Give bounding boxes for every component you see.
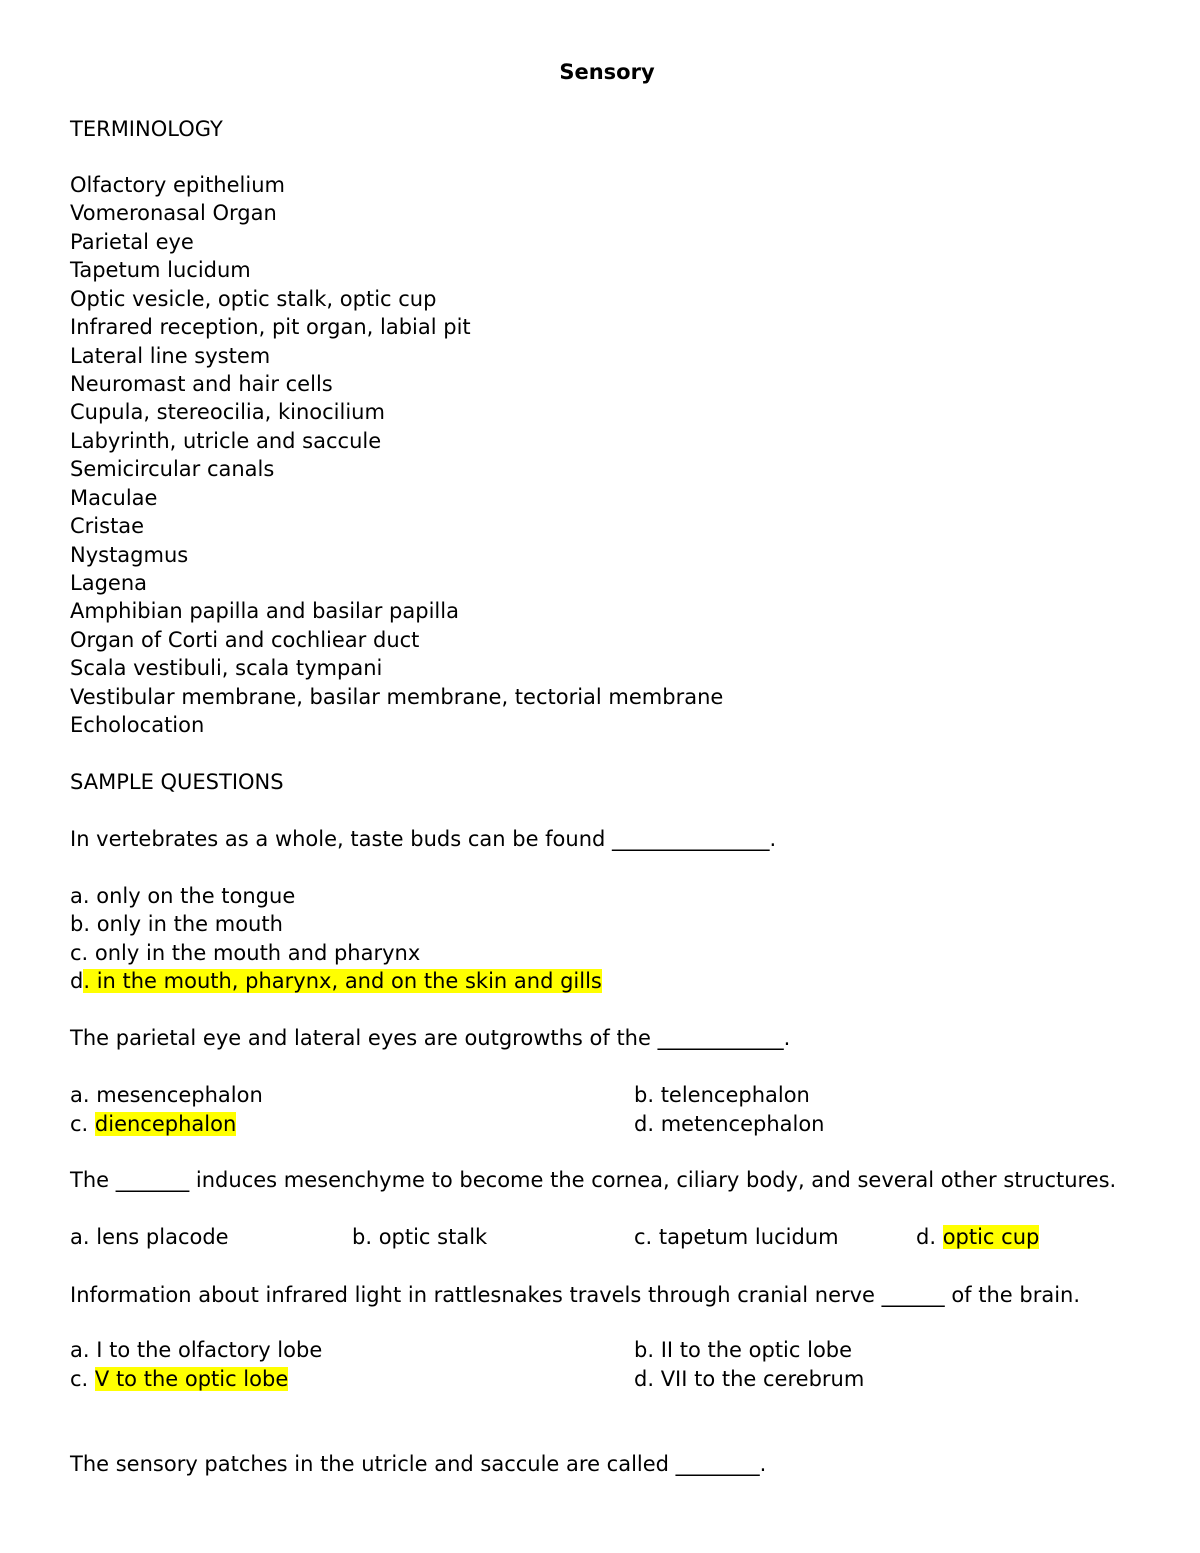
term-item: Semicircular canals [70, 457, 275, 481]
question-3-option-d: d. optic cup [916, 1225, 1040, 1249]
question-4-option-c: c. V to the optic lobe [70, 1367, 289, 1391]
question-1-option-a: a. only on the tongue [70, 884, 296, 908]
term-item: Vomeronasal Organ [70, 201, 277, 225]
question-2-option-a: a. mesencephalon [70, 1083, 263, 1107]
term-item: Organ of Corti and cochliear duct [70, 628, 420, 652]
term-item: Cupula, stereocilia, kinocilium [70, 400, 385, 424]
term-item: Tapetum lucidum [70, 258, 251, 282]
question-1-option-d: d. in the mouth, pharynx, and on the skin and gills [70, 969, 602, 993]
term-item: Cristae [70, 514, 145, 538]
question-3-option-b: b. optic stalk [352, 1225, 488, 1249]
question-2-option-c: c. diencephalon [70, 1112, 237, 1136]
question-4-option-a: a. I to the olfactory lobe [70, 1338, 323, 1362]
term-item: Parietal eye [70, 230, 194, 254]
term-item: Neuromast and hair cells [70, 372, 333, 396]
question-3-prompt: The _______ induces mesenchyme to become the cornea, ciliary body, and several other structures. [70, 1168, 1117, 1192]
question-4-prompt: Information about infrared light in rattlesnakes travels through cranial nerve ______ of the brain. [70, 1283, 1081, 1307]
question-1-prompt: In vertebrates as a whole, taste buds can be found _______________. [70, 827, 777, 851]
question-3-option-c: c. tapetum lucidum [634, 1225, 839, 1249]
question-1-option-c: c. only in the mouth and pharynx [70, 941, 421, 965]
question-4-option-b: b. II to the optic lobe [634, 1338, 853, 1362]
term-item: Amphibian papilla and basilar papilla [70, 599, 459, 623]
highlighted-answer: diencephalon [94, 1112, 237, 1136]
term-item: Lateral line system [70, 344, 271, 368]
question-2-option-d: d. metencephalon [634, 1112, 825, 1136]
highlighted-answer: . in the mouth, pharynx, and on the skin and gills [83, 969, 602, 993]
highlighted-answer: optic cup [942, 1225, 1040, 1249]
question-4-option-d: d. VII to the cerebrum [634, 1367, 865, 1391]
term-item: Scala vestibuli, scala tympani [70, 656, 383, 680]
term-item: Nystagmus [70, 543, 189, 567]
terminology-heading: TERMINOLOGY [70, 117, 223, 141]
term-item: Optic vesicle, optic stalk, optic cup [70, 287, 437, 311]
term-item: Maculae [70, 486, 158, 510]
term-item: Echolocation [70, 713, 205, 737]
term-item: Vestibular membrane, basilar membrane, tectorial membrane [70, 685, 724, 709]
question-2-prompt: The parietal eye and lateral eyes are outgrowths of the ____________. [70, 1026, 791, 1050]
questions-heading: SAMPLE QUESTIONS [70, 770, 284, 794]
highlighted-answer: V to the optic lobe [94, 1367, 289, 1391]
question-3-option-a: a. lens placode [70, 1225, 229, 1249]
term-item: Infrared reception, pit organ, labial pit [70, 315, 471, 339]
page-title: Sensory [559, 60, 655, 84]
term-item: Labyrinth, utricle and saccule [70, 429, 382, 453]
question-1-option-b: b. only in the mouth [70, 912, 283, 936]
term-item: Olfactory epithelium [70, 173, 285, 197]
term-item: Lagena [70, 571, 147, 595]
question-5-prompt: The sensory patches in the utricle and saccule are called ________. [70, 1452, 767, 1476]
question-2-option-b: b. telencephalon [634, 1083, 810, 1107]
